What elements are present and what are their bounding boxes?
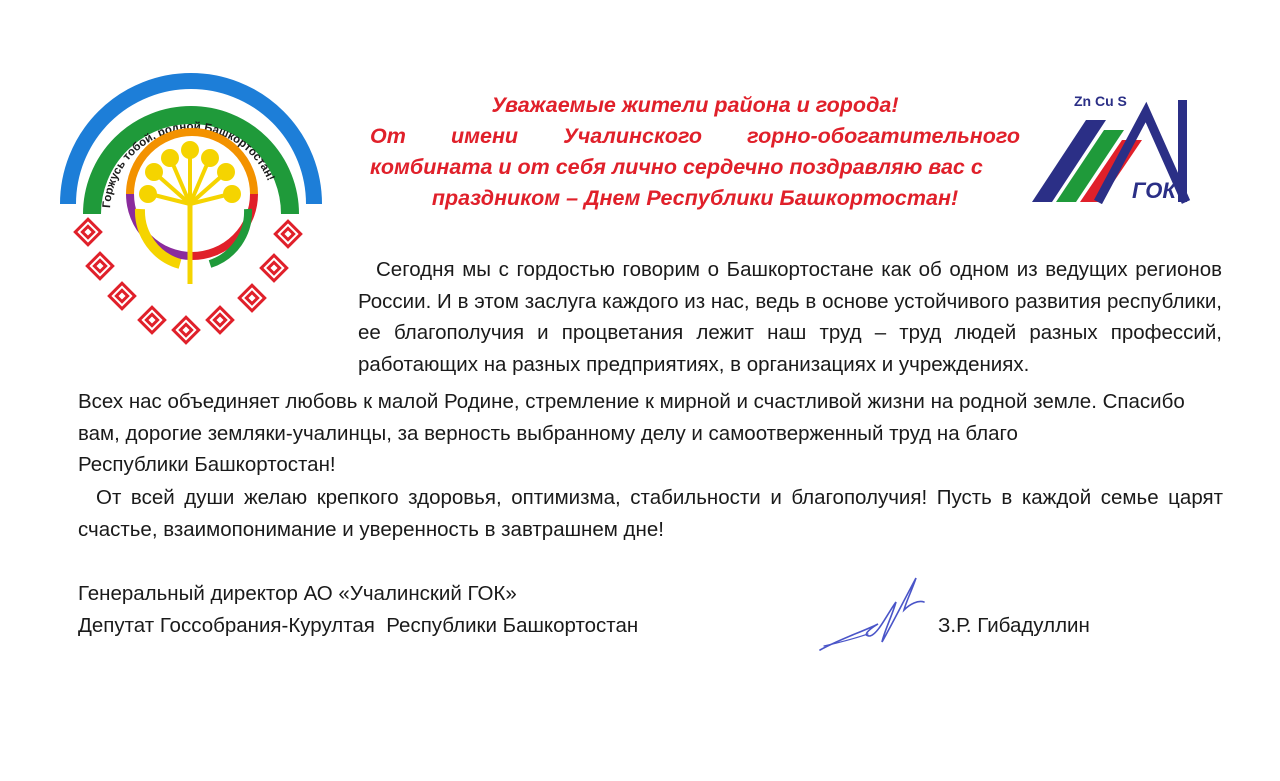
ornament-icon xyxy=(239,285,264,310)
logo-top-text: Zn Cu S xyxy=(1074,93,1127,109)
ornament-icon xyxy=(87,253,112,278)
greeting-line-1: Уважаемые жители района и города! xyxy=(491,93,899,117)
ornament-icon xyxy=(139,307,164,332)
ornament-icon xyxy=(275,221,300,246)
greeting-line-3: праздником – Днем Республики Башкортостан! xyxy=(431,186,959,210)
signer-name: З.Р. Гибадуллин xyxy=(938,614,1090,637)
ornament-icon xyxy=(109,283,134,308)
paragraph-1: Сегодня мы с гордостью говорим о Башкортостане как об одном из ведущих регионов России. И в этом заслуга каждого из нас, ведь в основе устойчивого развития республики, ее благополучия и процветания лежит наш труд – труд людей разных профессий, работающих на разных предприятиях, в организациях и учреждениях. xyxy=(358,258,1222,376)
logo-mark-text: ГОК xyxy=(1132,178,1176,203)
emblem-arc-text: Горжусь тобой, родной Башкортостан! xyxy=(101,120,277,209)
handwritten-signature xyxy=(812,572,932,656)
greeting-line-2: От имени Учалинского горно-обогатительного комбината и от себя лично сердечно поздравляю вас с xyxy=(370,124,1020,179)
paragraph-2-line-3: Республики Башкортостан! xyxy=(78,453,336,476)
paragraph-2-line-1: Всех нас объединяет любовь к малой Родине, стремление к мирной и счастливой жизни на родной земле. Спасибо xyxy=(78,390,1185,413)
signer-titles xyxy=(78,578,638,641)
paragraph-2-line-2: вам, дорогие земляки-учалинцы, за верность выбранному делу и самоотверженный труд на благо xyxy=(78,421,1018,445)
logo-bar xyxy=(1178,100,1187,202)
ornament-icon xyxy=(75,219,100,244)
ornament-icon xyxy=(261,255,286,280)
signer-title-1: Генеральный директор АО «Учалинский ГОК» xyxy=(78,582,517,605)
signer-title-2: Депутат Госсобрания-Курултая Республики Башкортостан xyxy=(78,613,639,637)
paragraph-3: От всей души желаю крепкого здоровья, оптимизма, стабильности и благополучия! Пусть в каждой семье царят счастье, взаимопонимание и уверенность в завтрашнем дне! xyxy=(78,486,1223,541)
kurai-flower-icon xyxy=(139,141,241,284)
ornament-icon xyxy=(207,307,232,332)
company-logo xyxy=(1028,90,1192,204)
bashkortostan-emblem xyxy=(60,44,322,354)
paragraph-2 xyxy=(78,386,1228,481)
ornament-icon xyxy=(173,317,198,342)
greeting-header xyxy=(370,90,1020,214)
